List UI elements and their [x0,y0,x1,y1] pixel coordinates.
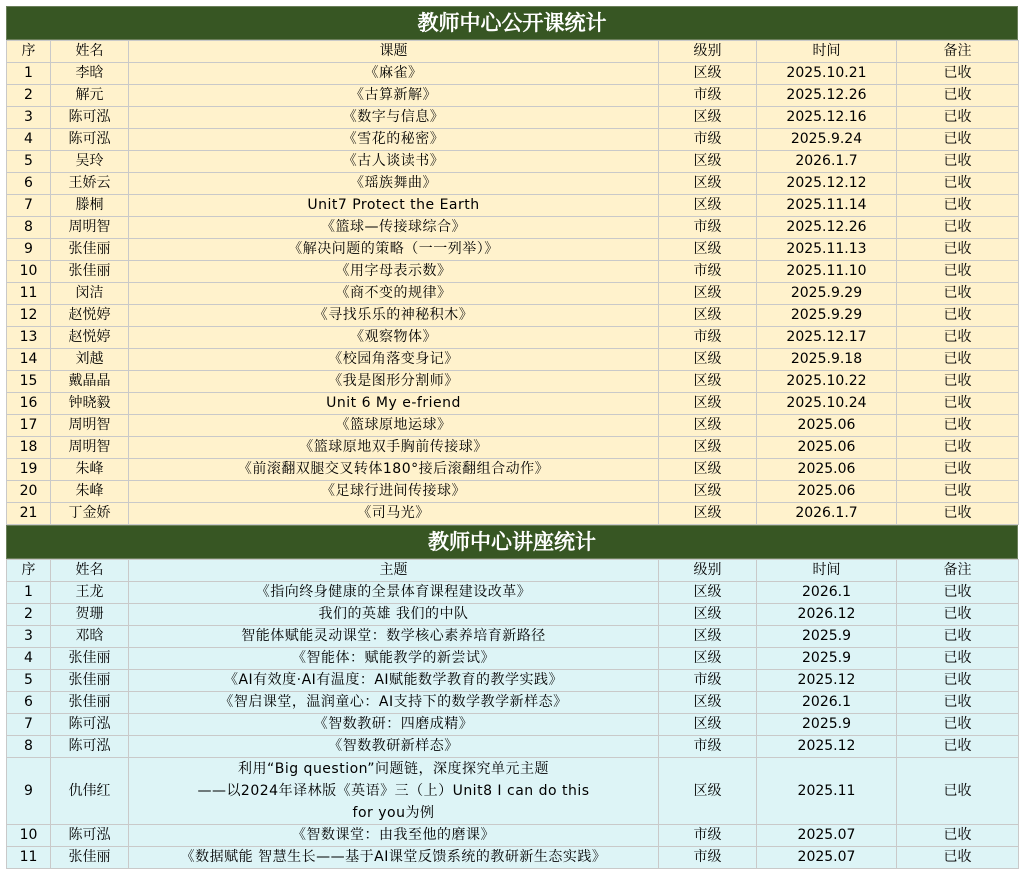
header-no: 序 [7,560,51,582]
cell-note: 已收 [897,349,1019,371]
topic-line: for you为例 [352,805,435,821]
cell-no: 13 [7,327,51,349]
cell-level: 区级 [659,714,757,736]
cell-no: 2 [7,85,51,107]
cell-note: 已收 [897,327,1019,349]
cell-name: 周明智 [51,217,129,239]
cell-topic: 《数字与信息》 [129,107,659,129]
cell-name: 张佳丽 [51,239,129,261]
cell-time: 2026.12 [757,604,897,626]
header-name: 姓名 [51,41,129,63]
cell-time: 2025.07 [757,825,897,847]
cell-time: 2025.10.21 [757,63,897,85]
cell-topic: 《足球行进间传接球》 [129,481,659,503]
table-row [7,847,1019,869]
cell-no: 7 [7,195,51,217]
table-row [7,503,1019,525]
cell-no: 12 [7,305,51,327]
cell-no: 16 [7,393,51,415]
cell-time: 2025.12.17 [757,327,897,349]
cell-topic: 《用字母表示数》 [129,261,659,283]
cell-note: 已收 [897,305,1019,327]
cell-level: 区级 [659,239,757,261]
cell-time: 2025.12 [757,670,897,692]
cell-name: 陈可泓 [51,129,129,151]
cell-name: 陈可泓 [51,107,129,129]
table-row [7,825,1019,847]
header-topic: 课题 [129,41,659,63]
header-no: 序 [7,41,51,63]
cell-note: 已收 [897,670,1019,692]
cell-name: 周明智 [51,415,129,437]
table-row [7,283,1019,305]
cell-time: 2025.9 [757,626,897,648]
cell-topic: 《古人谈读书》 [129,151,659,173]
cell-time: 2025.12.12 [757,173,897,195]
cell-no: 7 [7,714,51,736]
cell-time: 2025.9 [757,714,897,736]
cell-note: 已收 [897,437,1019,459]
cell-name: 闵洁 [51,283,129,305]
cell-level: 区级 [659,437,757,459]
table-row [7,758,1019,825]
table-row [7,349,1019,371]
cell-note: 已收 [897,151,1019,173]
cell-name: 戴晶晶 [51,371,129,393]
cell-topic: 《智数教研新样态》 [129,736,659,758]
table-row [7,393,1019,415]
cell-level: 市级 [659,670,757,692]
cell-level: 市级 [659,129,757,151]
cell-level: 区级 [659,459,757,481]
cell-time: 2025.11.13 [757,239,897,261]
table-row [7,459,1019,481]
cell-no: 20 [7,481,51,503]
cell-topic: 《智数教研：四磨成精》 [129,714,659,736]
lecture-title: 教师中心讲座统计 [6,525,1018,559]
cell-note: 已收 [897,714,1019,736]
cell-topic: 《雪花的秘密》 [129,129,659,151]
cell-note: 已收 [897,758,1019,825]
cell-no: 9 [7,758,51,825]
cell-note: 已收 [897,415,1019,437]
cell-name: 张佳丽 [51,670,129,692]
cell-level: 区级 [659,371,757,393]
cell-no: 15 [7,371,51,393]
cell-no: 18 [7,437,51,459]
cell-no: 11 [7,283,51,305]
cell-topic: 《司马光》 [129,503,659,525]
cell-name: 周明智 [51,437,129,459]
cell-time: 2026.1 [757,582,897,604]
cell-time: 2025.9 [757,648,897,670]
cell-no: 5 [7,151,51,173]
table-row [7,195,1019,217]
cell-topic: 《校园角落变身记》 [129,349,659,371]
cell-name: 邓晗 [51,626,129,648]
cell-time: 2025.12 [757,736,897,758]
cell-name: 钟晓毅 [51,393,129,415]
table-row [7,714,1019,736]
cell-topic: 《观察物体》 [129,327,659,349]
cell-topic [129,758,659,825]
cell-note: 已收 [897,283,1019,305]
cell-name: 王娇云 [51,173,129,195]
table-header-row [7,41,1019,63]
header-note: 备注 [897,41,1019,63]
cell-no: 10 [7,261,51,283]
cell-topic: Unit 6 My e-friend [129,393,659,415]
cell-no: 10 [7,825,51,847]
cell-time: 2025.11.14 [757,195,897,217]
spreadsheet [6,6,1018,869]
cell-note: 已收 [897,459,1019,481]
cell-topic: 《智启课堂，温润童心：AI支持下的数学教学新样态》 [129,692,659,714]
table-row [7,63,1019,85]
cell-level: 市级 [659,847,757,869]
cell-topic: 《数据赋能 智慧生长——基于AI课堂反馈系统的教研新生态实践》 [129,847,659,869]
cell-note: 已收 [897,85,1019,107]
cell-no: 11 [7,847,51,869]
cell-topic: 我们的英雄 我们的中队 [129,604,659,626]
cell-note: 已收 [897,107,1019,129]
lecture-table [6,559,1019,869]
cell-time: 2025.11 [757,758,897,825]
cell-note: 已收 [897,736,1019,758]
cell-no: 6 [7,173,51,195]
header-topic: 主题 [129,560,659,582]
cell-note: 已收 [897,261,1019,283]
table-row [7,582,1019,604]
cell-time: 2025.12.26 [757,217,897,239]
cell-no: 4 [7,129,51,151]
header-note: 备注 [897,560,1019,582]
cell-level: 市级 [659,217,757,239]
cell-no: 2 [7,604,51,626]
cell-name: 张佳丽 [51,847,129,869]
table-row [7,217,1019,239]
table-row [7,692,1019,714]
cell-no: 19 [7,459,51,481]
table-row [7,305,1019,327]
cell-topic: 《AI有效度·AI有温度：AI赋能数学教育的教学实践》 [129,670,659,692]
cell-name: 赵悦婷 [51,305,129,327]
cell-level: 市级 [659,85,757,107]
cell-time: 2025.06 [757,481,897,503]
cell-topic: 《篮球原地运球》 [129,415,659,437]
cell-no: 6 [7,692,51,714]
cell-name: 王龙 [51,582,129,604]
cell-name: 张佳丽 [51,261,129,283]
cell-time: 2025.9.29 [757,305,897,327]
cell-name: 朱峰 [51,481,129,503]
cell-note: 已收 [897,847,1019,869]
cell-time: 2026.1 [757,692,897,714]
table-row [7,626,1019,648]
cell-name: 陈可泓 [51,714,129,736]
cell-note: 已收 [897,371,1019,393]
cell-time: 2025.12.16 [757,107,897,129]
cell-note: 已收 [897,582,1019,604]
cell-level: 区级 [659,195,757,217]
cell-name: 刘越 [51,349,129,371]
table-row [7,173,1019,195]
cell-time: 2025.9.29 [757,283,897,305]
cell-no: 9 [7,239,51,261]
cell-level: 区级 [659,626,757,648]
cell-level: 区级 [659,582,757,604]
cell-time: 2025.10.22 [757,371,897,393]
cell-no: 5 [7,670,51,692]
cell-level: 区级 [659,415,757,437]
cell-name: 李晗 [51,63,129,85]
cell-no: 14 [7,349,51,371]
cell-no: 8 [7,217,51,239]
cell-level: 区级 [659,393,757,415]
cell-name: 滕桐 [51,195,129,217]
open-class-table [6,40,1019,525]
cell-note: 已收 [897,648,1019,670]
table-row [7,239,1019,261]
cell-name: 贺珊 [51,604,129,626]
cell-note: 已收 [897,626,1019,648]
cell-time: 2025.06 [757,415,897,437]
cell-level: 区级 [659,481,757,503]
cell-level: 市级 [659,327,757,349]
cell-level: 区级 [659,758,757,825]
cell-topic: 智能体赋能灵动课堂：数学核心素养培育新路径 [129,626,659,648]
header-name: 姓名 [51,560,129,582]
cell-level: 市级 [659,736,757,758]
cell-no: 21 [7,503,51,525]
cell-time: 2025.10.24 [757,393,897,415]
cell-name: 赵悦婷 [51,327,129,349]
cell-time: 2025.06 [757,437,897,459]
cell-level: 区级 [659,692,757,714]
table-row [7,481,1019,503]
cell-name: 吴玲 [51,151,129,173]
table-row [7,437,1019,459]
cell-topic: 《智数课堂：由我至他的磨课》 [129,825,659,847]
cell-topic: Unit7 Protect the Earth [129,195,659,217]
cell-note: 已收 [897,129,1019,151]
cell-note: 已收 [897,604,1019,626]
cell-level: 区级 [659,151,757,173]
cell-name: 张佳丽 [51,692,129,714]
cell-note: 已收 [897,692,1019,714]
cell-level: 区级 [659,63,757,85]
cell-level: 区级 [659,107,757,129]
header-level: 级别 [659,560,757,582]
table-row [7,85,1019,107]
table-row [7,670,1019,692]
cell-time: 2025.9.24 [757,129,897,151]
cell-time: 2025.07 [757,847,897,869]
table-row [7,151,1019,173]
cell-time: 2025.9.18 [757,349,897,371]
cell-topic: 《篮球—传接球综合》 [129,217,659,239]
cell-name: 陈可泓 [51,825,129,847]
cell-topic: 《瑶族舞曲》 [129,173,659,195]
cell-time: 2025.12.26 [757,85,897,107]
table-row [7,648,1019,670]
cell-level: 市级 [659,825,757,847]
cell-level: 区级 [659,648,757,670]
cell-topic: 《商不变的规律》 [129,283,659,305]
table-row [7,129,1019,151]
cell-topic: 《指向终身健康的全景体育课程建设改革》 [129,582,659,604]
cell-time: 2025.11.10 [757,261,897,283]
cell-name: 陈可泓 [51,736,129,758]
cell-level: 区级 [659,503,757,525]
cell-note: 已收 [897,503,1019,525]
open-class-title: 教师中心公开课统计 [6,6,1018,40]
cell-level: 区级 [659,283,757,305]
table-header-row [7,560,1019,582]
cell-name: 仇伟红 [51,758,129,825]
table-row [7,371,1019,393]
cell-name: 解元 [51,85,129,107]
cell-no: 1 [7,63,51,85]
cell-note: 已收 [897,481,1019,503]
cell-no: 1 [7,582,51,604]
cell-name: 朱峰 [51,459,129,481]
cell-note: 已收 [897,393,1019,415]
header-time: 时间 [757,41,897,63]
cell-no: 8 [7,736,51,758]
topic-line: ——以2024年译林版《英语》三（上）Unit8 I can do this [197,783,590,799]
cell-note: 已收 [897,217,1019,239]
cell-time: 2026.1.7 [757,151,897,173]
table-row [7,415,1019,437]
cell-topic: 《前滚翻双腿交叉转体180°接后滚翻组合动作》 [129,459,659,481]
cell-note: 已收 [897,63,1019,85]
cell-topic: 《麻雀》 [129,63,659,85]
cell-time: 2026.1.7 [757,503,897,525]
cell-note: 已收 [897,195,1019,217]
cell-topic: 《智能体：赋能教学的新尝试》 [129,648,659,670]
cell-level: 区级 [659,604,757,626]
cell-note: 已收 [897,173,1019,195]
cell-no: 3 [7,107,51,129]
cell-level: 区级 [659,305,757,327]
cell-level: 区级 [659,349,757,371]
cell-note: 已收 [897,239,1019,261]
cell-time: 2025.06 [757,459,897,481]
table-row [7,736,1019,758]
table-row [7,327,1019,349]
cell-name: 丁金娇 [51,503,129,525]
cell-level: 市级 [659,261,757,283]
header-time: 时间 [757,560,897,582]
header-level: 级别 [659,41,757,63]
cell-name: 张佳丽 [51,648,129,670]
cell-topic: 《古算新解》 [129,85,659,107]
cell-topic: 《寻找乐乐的神秘积木》 [129,305,659,327]
cell-no: 17 [7,415,51,437]
cell-topic: 《我是图形分割师》 [129,371,659,393]
cell-topic: 《篮球原地双手胸前传接球》 [129,437,659,459]
table-row [7,261,1019,283]
cell-no: 4 [7,648,51,670]
topic-line: 利用“Big question”问题链，深度探究单元主题 [237,761,550,777]
cell-level: 区级 [659,173,757,195]
cell-no: 3 [7,626,51,648]
cell-topic: 《解决问题的策略（一一列举）》 [129,239,659,261]
cell-note: 已收 [897,825,1019,847]
table-row [7,604,1019,626]
table-row [7,107,1019,129]
